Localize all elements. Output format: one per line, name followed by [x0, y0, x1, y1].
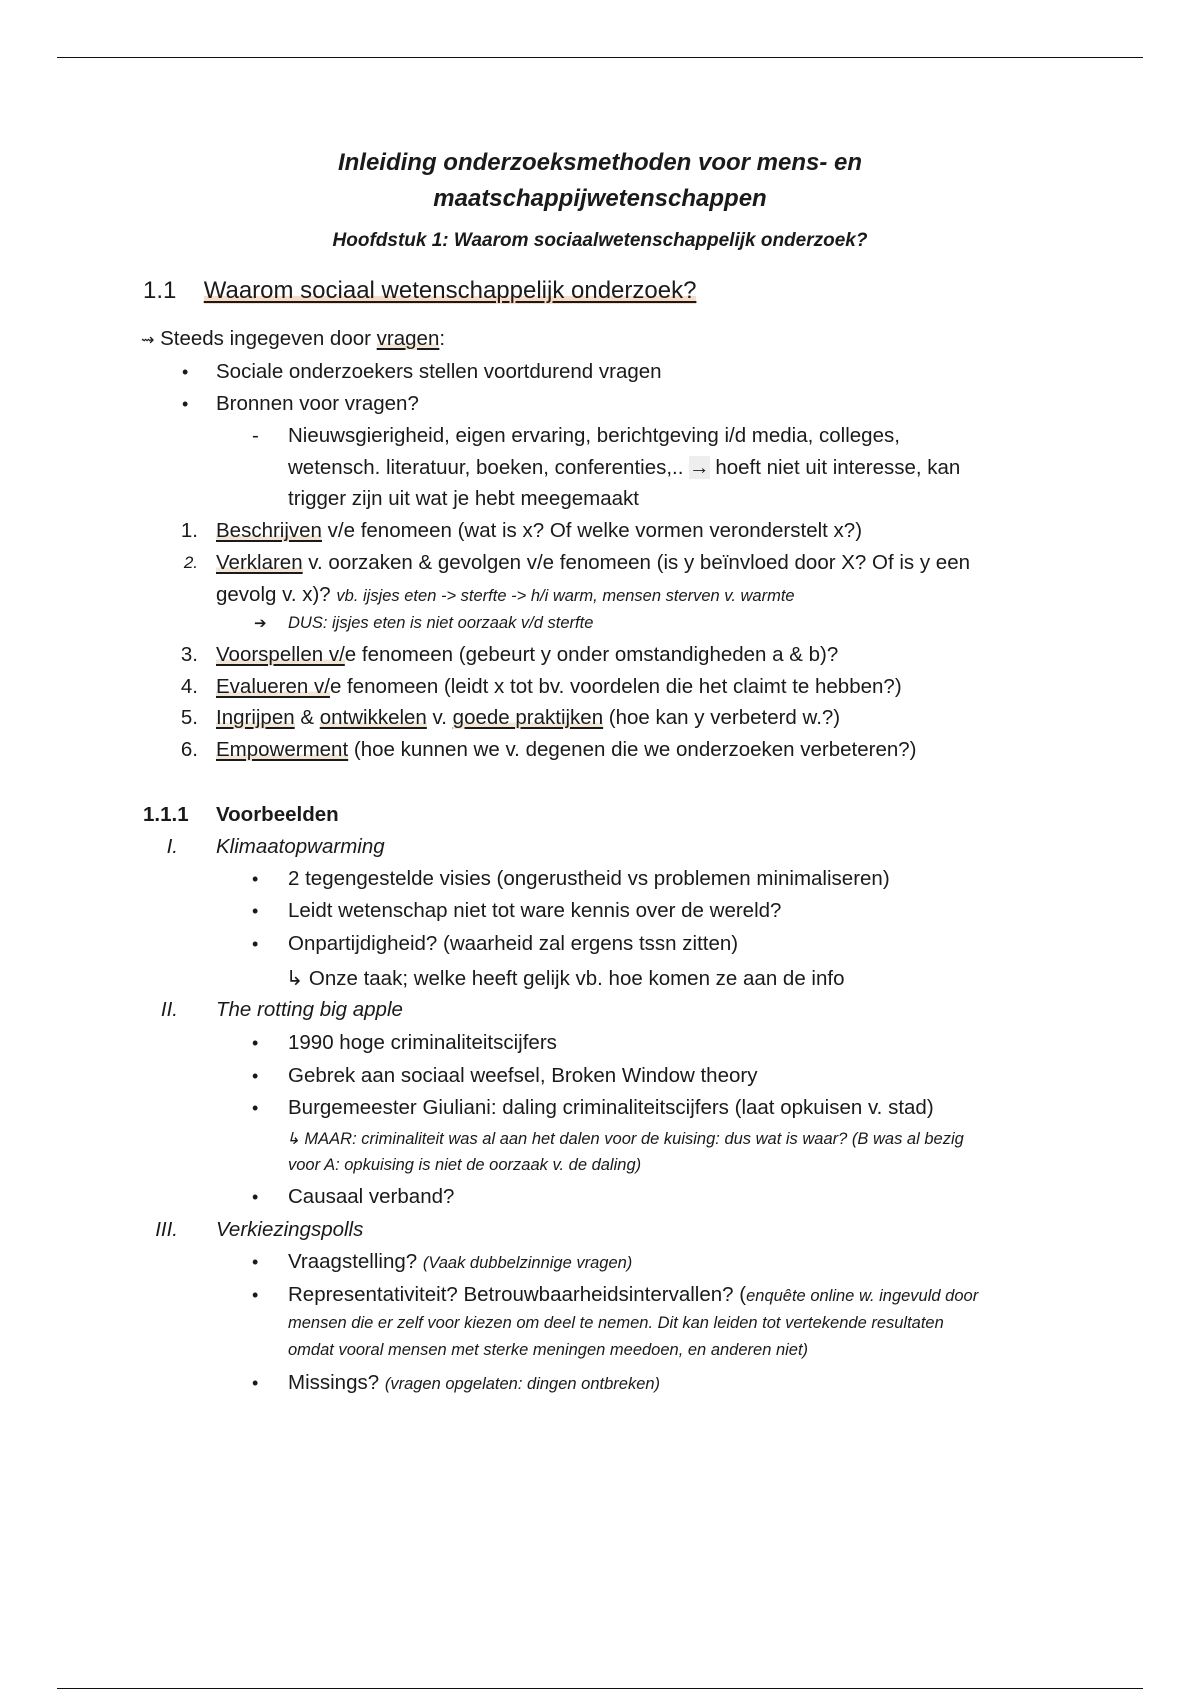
- goal-text: e fenomeen (gebeurt y onder omstandigheden a & b)?: [344, 643, 839, 666]
- list-item: 2 tegengestelde visies (ongerustheid vs problemen minimaliseren): [288, 867, 890, 890]
- goal-continuation: [216, 583, 795, 607]
- roman-numeral: I.: [166, 835, 178, 858]
- list-item: Causaal verband?: [288, 1185, 455, 1208]
- bullet-icon: •: [252, 1252, 259, 1272]
- sources-line: trigger zijn uit wat je hebt meegemaakt: [288, 487, 639, 510]
- bullet-icon: •: [252, 1187, 259, 1207]
- goal-item: [216, 519, 862, 543]
- goal-number: 2.: [183, 553, 198, 572]
- goal-text: v. oorzaken & gevolgen v/e fenomeen (is y beïnvloed door X? Of is y een: [302, 551, 971, 574]
- goal-key: goede praktijken: [452, 706, 604, 729]
- list-item: [288, 1371, 660, 1395]
- list-item: Burgemeester Giuliani: daling criminaliteitscijfers (laat opkuisen v. stad): [288, 1096, 934, 1119]
- goal-text: (hoe kunnen we v. degenen die we onderzoeken verbeteren?): [348, 738, 917, 761]
- subsection-title: Voorbeelden: [216, 803, 339, 826]
- bullet-icon: •: [252, 1285, 259, 1305]
- goal-text: e fenomeen (leidt x tot bv. voordelen die het claimt te hebben?): [329, 675, 902, 698]
- example-title: Klimaatopwarming: [216, 835, 385, 858]
- right-arrow-icon: →: [689, 456, 710, 479]
- intro-suffix: :: [439, 327, 446, 350]
- chapter-subtitle: Hoofdstuk 1: Waarom sociaalwetenschappelijk onderzoek?: [332, 230, 868, 251]
- intro-underlined: vragen: [376, 327, 440, 350]
- section-number: 1.1: [143, 277, 177, 304]
- list-item: Leidt wetenschap niet tot ware kennis over de wereld?: [288, 899, 782, 922]
- squiggle-arrow-icon: ⇝: [141, 332, 155, 349]
- goal-conclusion: DUS: ijsjes eten is niet oorzaak v/d sterfte: [288, 614, 594, 632]
- bullet-icon: •: [252, 934, 259, 954]
- item-main: Missings?: [288, 1371, 385, 1394]
- goal-key: Evalueren v/: [216, 675, 330, 698]
- example-title: The rotting big apple: [216, 998, 403, 1021]
- goal-item: [216, 643, 838, 667]
- bullet-icon: •: [182, 394, 189, 414]
- goal-key: Verklaren: [216, 551, 303, 574]
- list-item: Bronnen voor vragen?: [216, 392, 419, 415]
- goal-key: Beschrijven: [216, 519, 322, 542]
- section-heading: [143, 277, 696, 305]
- list-item: [288, 1250, 632, 1274]
- list-item: 1990 hoge criminaliteitscijfers: [288, 1031, 557, 1054]
- example-note: ↳ Onze taak; welke heeft gelijk vb. hoe komen ze aan de info: [286, 967, 845, 990]
- list-item: Onpartijdigheid? (waarheid zal ergens tssn zitten): [288, 932, 739, 955]
- goal-key: Voorspellen v/: [216, 643, 345, 666]
- item-main: Representativiteit? Betrouwbaarheidsintervallen? (: [288, 1283, 747, 1306]
- goal-example: vb. ijsjes eten -> sterfte -> h/i warm, mensen sterven v. warmte: [336, 587, 795, 605]
- intro-prefix: Steeds ingegeven door: [160, 327, 377, 350]
- intro-line: [141, 327, 445, 351]
- goal-number: 4.: [180, 675, 198, 698]
- bullet-icon: •: [252, 1033, 259, 1053]
- example-title: Verkiezingspolls: [216, 1218, 364, 1241]
- section-title: Waarom sociaal wetenschappelijk onderzoek?: [203, 277, 697, 304]
- goal-cont-text: gevolg v. x)?: [216, 583, 337, 606]
- bullet-icon: •: [182, 362, 189, 382]
- goal-item: [216, 738, 917, 762]
- header-rule: [57, 57, 1143, 58]
- footer-rule: [57, 1688, 1143, 1689]
- goal-key: Empowerment: [216, 738, 349, 761]
- dash-marker: -: [252, 424, 259, 447]
- sources-line: Nieuwsgierigheid, eigen ervaring, berichtgeving i/d media, colleges,: [288, 424, 900, 447]
- list-item: Gebrek aan sociaal weefsel, Broken Window theory: [288, 1064, 758, 1087]
- goal-text: v/e fenomeen (wat is x? Of welke vormen veronderstelt x?): [321, 519, 863, 542]
- goal-key: ontwikkelen: [319, 706, 427, 729]
- goal-number: 3.: [180, 643, 198, 666]
- list-item-continuation: mensen die er zelf voor kiezen om deel te nemen. Dit kan leiden tot vertekende resultaten: [288, 1314, 944, 1332]
- goal-item: [216, 675, 902, 699]
- list-item-continuation: omdat vooral mensen met sterke meningen meedoen, en anderen niet): [288, 1341, 809, 1359]
- subsection-number: 1.1.1: [143, 803, 189, 826]
- goal-number: 5.: [180, 706, 198, 729]
- item-main: Vraagstelling?: [288, 1250, 423, 1273]
- item-small: (Vaak dubbelzinnige vragen): [422, 1254, 633, 1272]
- goal-text: &: [294, 706, 320, 729]
- list-item: [288, 1283, 978, 1307]
- bullet-icon: •: [252, 901, 259, 921]
- roman-numeral: II.: [160, 998, 178, 1021]
- item-small: (vragen opgelaten: dingen ontbreken): [384, 1375, 661, 1393]
- goal-text: (hoe kan y verbeterd w.?): [603, 706, 841, 729]
- goal-text: v.: [426, 706, 453, 729]
- goal-number: 1.: [180, 519, 198, 542]
- goal-key: Ingrijpen: [216, 706, 295, 729]
- bullet-icon: •: [252, 1066, 259, 1086]
- list-item: Sociale onderzoekers stellen voortdurend vragen: [216, 360, 662, 383]
- roman-numeral: III.: [155, 1218, 178, 1241]
- bullet-icon: •: [252, 1373, 259, 1393]
- example-note: ↳ MAAR: criminaliteit was al aan het dalen voor de kuising: dus wat is waar? (B was al bezig: [286, 1130, 964, 1148]
- document-title-line1: Inleiding onderzoeksmethoden voor mens- en: [337, 149, 863, 176]
- sources-rest: hoeft niet uit interesse, kan: [709, 456, 961, 479]
- example-note: voor A: opkuising is niet de oorzaak v. de daling): [288, 1156, 642, 1174]
- document-title-line2: maatschappijwetenschappen: [433, 185, 767, 212]
- item-small: enquête online w. ingevuld door: [746, 1287, 979, 1305]
- bullet-icon: •: [252, 869, 259, 889]
- bullet-icon: •: [252, 1098, 259, 1118]
- goal-item: [216, 551, 970, 575]
- goal-number: 6.: [180, 738, 198, 761]
- sources-text: wetensch. literatuur, boeken, conferenties,..: [288, 456, 690, 479]
- arrow-icon: ➔: [254, 615, 267, 632]
- goal-item: [216, 706, 840, 730]
- sources-line: [288, 456, 960, 480]
